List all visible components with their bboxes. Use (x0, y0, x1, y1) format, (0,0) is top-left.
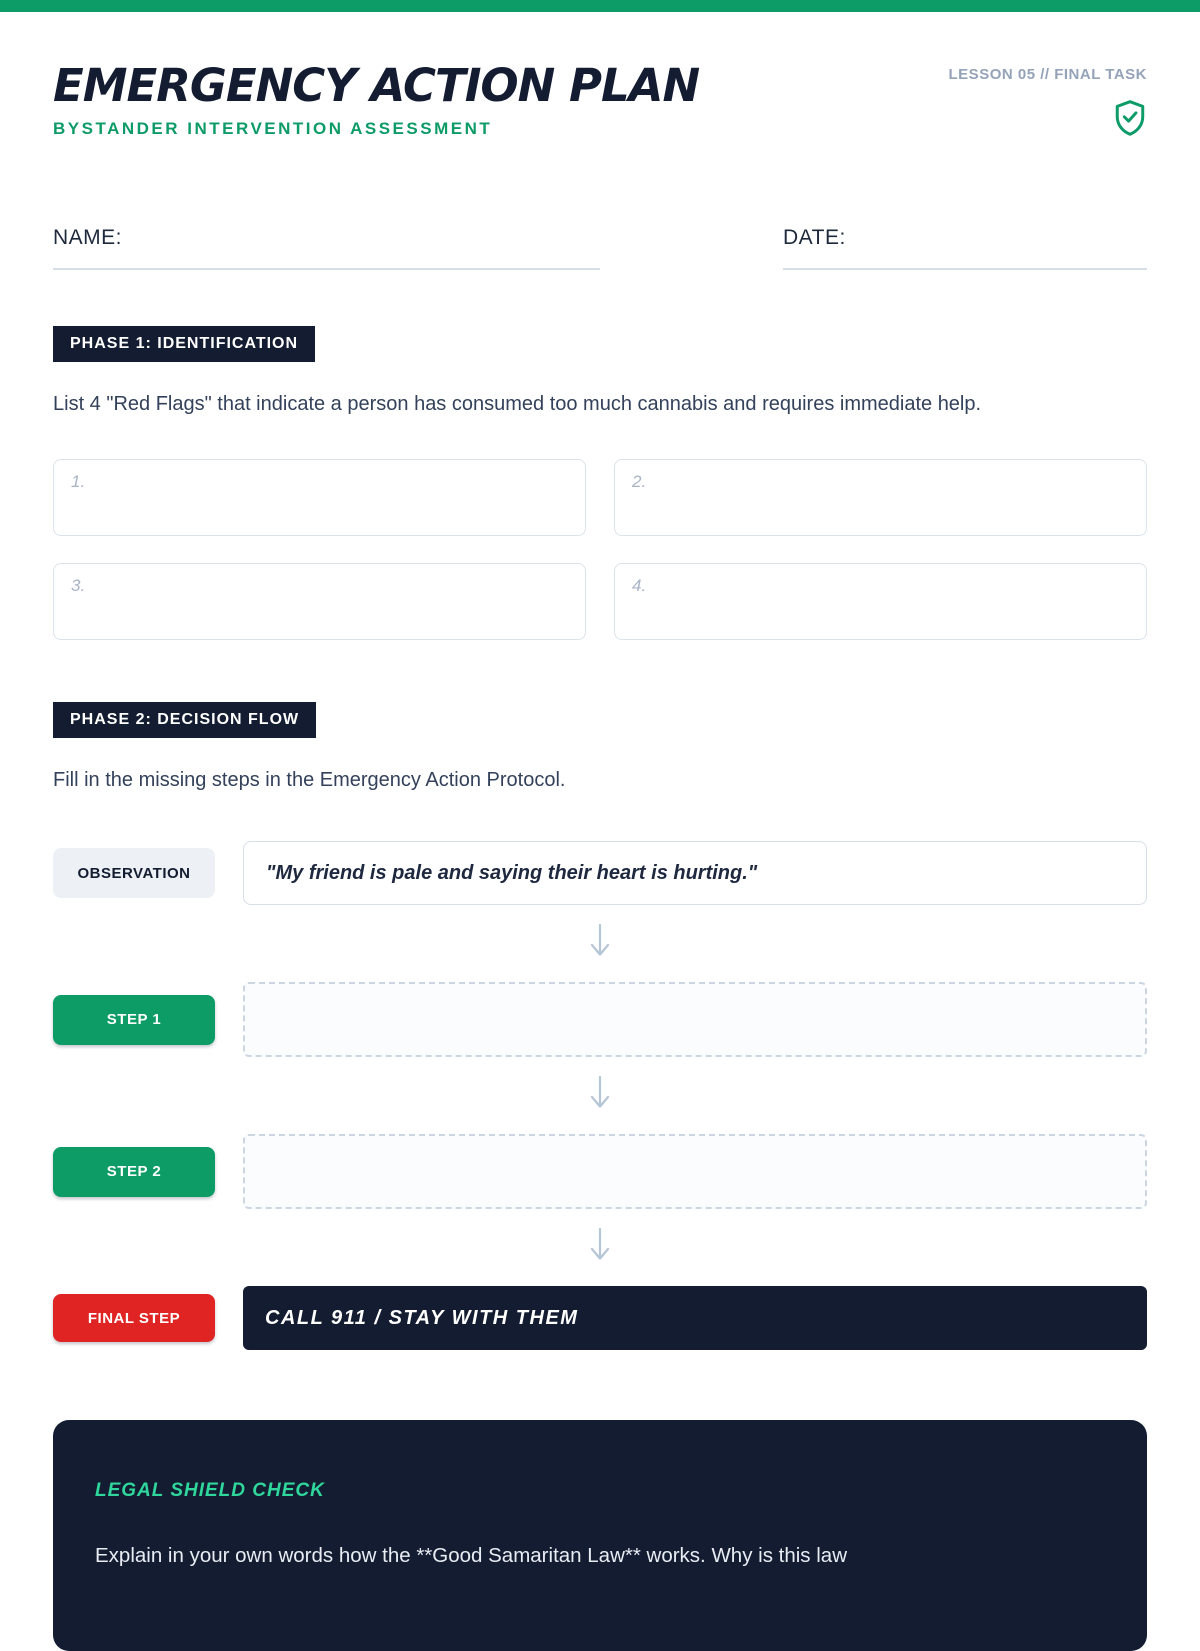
red-flag-slot-3[interactable] (53, 563, 586, 640)
observation-label: OBSERVATION (53, 848, 215, 898)
slot-number: 2. (632, 472, 647, 491)
header-titles (53, 59, 700, 139)
worksheet-page (0, 59, 1200, 1651)
final-step-text-box: CALL 911 / STAY WITH THEM (243, 1286, 1147, 1350)
header-meta (949, 62, 1147, 142)
date-label: DATE: (783, 226, 846, 249)
name-input-line[interactable] (53, 262, 600, 270)
name-label: NAME: (53, 226, 123, 249)
final-step-row (53, 1286, 1147, 1350)
observation-row (53, 841, 1147, 905)
arrow-down-icon (587, 1075, 613, 1116)
final-step-label: FINAL STEP (53, 1294, 215, 1342)
top-accent-bar (0, 0, 1200, 12)
slot-number: 4. (632, 576, 647, 595)
arrow-down-icon (587, 923, 613, 964)
slot-number: 3. (71, 576, 86, 595)
observation-text-box: "My friend is pale and saying their heart is hurting." (243, 841, 1147, 905)
red-flag-slot-1[interactable] (53, 459, 586, 536)
flow-connector (53, 1209, 1147, 1286)
phase2-section (53, 640, 1147, 1350)
slot-number: 1. (71, 472, 86, 491)
page-subtitle: BYSTANDER INTERVENTION ASSESSMENT (53, 119, 493, 139)
lesson-tag: LESSON 05 // FINAL TASK (948, 66, 1147, 83)
header (53, 59, 1147, 142)
red-flag-slot-4[interactable] (614, 563, 1147, 640)
step2-label: STEP 2 (53, 1147, 215, 1197)
step1-label: STEP 1 (53, 995, 215, 1045)
legal-panel-heading: LEGAL SHIELD CHECK (95, 1480, 325, 1501)
step2-row (53, 1134, 1147, 1209)
date-input-line[interactable] (783, 262, 1147, 270)
legal-shield-panel (53, 1420, 1147, 1651)
step1-row (53, 982, 1147, 1057)
step1-answer-box[interactable] (243, 982, 1147, 1057)
name-field (53, 226, 600, 270)
arrow-down-icon (587, 1227, 613, 1268)
phase1-badge: PHASE 1: IDENTIFICATION (53, 326, 315, 362)
flow-connector (53, 905, 1147, 982)
phase2-badge: PHASE 2: DECISION FLOW (53, 702, 316, 738)
phase1-section (53, 270, 1147, 640)
date-field (783, 226, 1147, 270)
phase1-instruction: List 4 "Red Flags" that indicate a person has consumed too much cannabis and requires immediate help. (53, 393, 982, 415)
flow-connector (53, 1057, 1147, 1134)
page-title: EMERGENCY ACTION PLAN (53, 59, 700, 112)
red-flag-slot-2[interactable] (614, 459, 1147, 536)
step2-answer-box[interactable] (243, 1134, 1147, 1209)
red-flags-grid (53, 459, 1147, 640)
phase2-instruction: Fill in the missing steps in the Emergency Action Protocol. (53, 769, 566, 791)
decision-flow (53, 841, 1147, 1350)
shield-check-icon (949, 99, 1147, 142)
identification-row (53, 226, 1147, 270)
legal-panel-question: Explain in your own words how the **Good Samaritan Law** works. Why is this law (95, 1544, 847, 1567)
